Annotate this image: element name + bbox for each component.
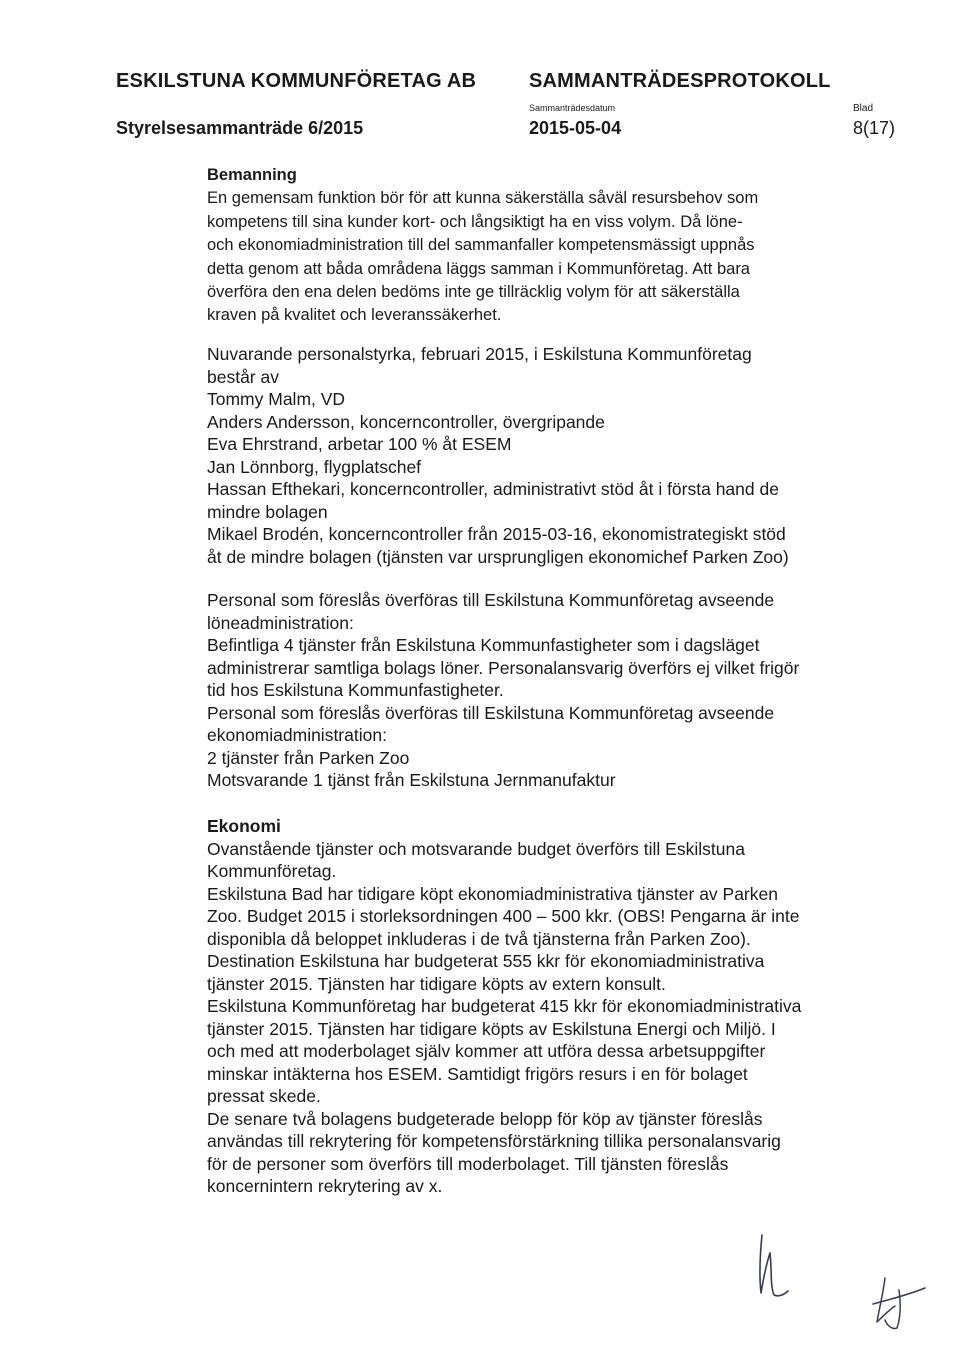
paragraph-line: Personal som föreslås överföras till Eskilstuna Kommunföretag avseende xyxy=(207,590,775,610)
paragraph-line: mindre bolagen xyxy=(207,501,328,522)
handwritten-initials-signature xyxy=(740,1225,800,1305)
document-type: SAMMANTRÄDESPROTOKOLL xyxy=(529,70,831,92)
section-bemanning xyxy=(207,164,907,328)
handwritten-initials-signature-2 xyxy=(865,1270,945,1340)
paragraph-line: koncernintern rekrytering av x. xyxy=(207,1176,443,1196)
paragraph-line: En gemensam funktion bör för att kunna säkerställa såväl resursbehov som xyxy=(207,189,759,208)
paragraph-line: detta genom att båda områdena läggs samman i Kommunföretag. Att bara xyxy=(207,259,750,278)
paragraph-line: Zoo. Budget 2015 i storleksordningen 400 – 500 kkr. (OBS! Pengarna är inte xyxy=(207,906,800,926)
section-staff xyxy=(207,343,907,568)
paragraph-line: Ovanstående tjänster och motsvarande budget överförs till Eskilstuna xyxy=(207,838,745,859)
staff-member: Tommy Malm, VD xyxy=(207,389,346,409)
paragraph-line: består av xyxy=(207,366,279,387)
paragraph-line: Befintliga 4 tjänster från Eskilstuna Kommunfastigheter som i dagsläget xyxy=(207,635,760,655)
company-name: ESKILSTUNA KOMMUNFÖRETAG AB xyxy=(116,70,477,92)
paragraph-line: och ekonomiadministration till del sammanfaller kompetensmässigt uppnås xyxy=(207,236,755,255)
paragraph-line: åt de mindre bolagen (tjänsten var ursprungligen ekonomichef Parken Zoo) xyxy=(207,546,789,567)
paragraph-line: disponibla då beloppet inkluderas i de två tjänsterna från Parken Zoo). xyxy=(207,928,751,949)
section-transfer xyxy=(207,589,907,792)
paragraph-line: Kommunföretag. xyxy=(207,861,337,881)
paragraph-line: minskar intäkterna hos ESEM. Samtidigt frigörs resurs i en för bolaget xyxy=(207,1063,748,1084)
paragraph-line: administrerar samtliga bolags löner. Personalansvarig överförs ej vilket frigör xyxy=(207,657,800,678)
paragraph-line: för de personer som överförs till moderbolaget. Till tjänsten föreslås xyxy=(207,1153,729,1174)
paragraph-line: De senare två bolagens budgeterade belopp för köp av tjänster föreslås xyxy=(207,1108,763,1129)
paragraph-line: 2 tjänster från Parken Zoo xyxy=(207,747,410,768)
meeting-date: 2015-05-04 xyxy=(529,118,622,138)
staff-member: Jan Lönnborg, flygplatschef xyxy=(207,456,422,477)
paragraph-line: och med att moderbolaget själv kommer att utföra dessa arbetsuppgifter xyxy=(207,1041,766,1061)
paragraph-line: kompetens till sina kunder kort- och långsiktigt ha en viss volym. Då löne- xyxy=(207,212,743,231)
staff-member: Anders Andersson, koncerncontroller, övergripande xyxy=(207,411,605,432)
meeting-title: Styrelsesammanträde 6/2015 xyxy=(116,118,364,138)
paragraph-line: Motsvarande 1 tjänst från Eskilstuna Jernmanufaktur xyxy=(207,770,616,790)
paragraph-line: överföra den ena delen bedöms inte ge tillräcklig volym för att säkerställa xyxy=(207,283,740,302)
paragraph-line: tjänster 2015. Tjänsten har tidigare köpts av Eskilstuna Energi och Miljö. I xyxy=(207,1018,776,1039)
paragraph-line: Eskilstuna Kommunföretag har budgeterat 415 kkr för ekonomiadministrativa xyxy=(207,996,802,1016)
sheet-label: Blad xyxy=(853,103,874,114)
meeting-date-label: Sammanträdesdatum xyxy=(529,103,616,113)
section-ekonomi xyxy=(207,815,907,1198)
paragraph-line: pressat skede. xyxy=(207,1086,321,1106)
paragraph-line: Eskilstuna Bad har tidigare köpt ekonomiadministrativa tjänster av Parken xyxy=(207,883,778,904)
paragraph-line: Personal som föreslås överföras till Eskilstuna Kommunföretag avseende xyxy=(207,702,775,723)
staff-member: Hassan Efthekari, koncerncontroller, administrativt stöd åt i första hand de xyxy=(207,479,779,499)
paragraph-line: tid hos Eskilstuna Kommunfastigheter. xyxy=(207,680,504,700)
paragraph-line: tjänster 2015. Tjänsten har tidigare köpts av extern konsult. xyxy=(207,973,666,994)
section-heading: Bemanning xyxy=(207,166,297,184)
paragraph-line: Destination Eskilstuna har budgeterat 555 kkr för ekonomiadministrativa xyxy=(207,951,765,971)
paragraph-line: kraven på kvalitet och leveranssäkerhet. xyxy=(207,306,502,325)
sheet-number: 8(17) xyxy=(853,118,896,138)
staff-member: Eva Ehrstrand, arbetar 100 % åt ESEM xyxy=(207,434,512,454)
section-heading: Ekonomi xyxy=(207,816,281,836)
paragraph-line: användas till rekrytering för kompetensförstärkning tillika personalansvarig xyxy=(207,1131,781,1151)
paragraph-line: ekonomiadministration: xyxy=(207,725,387,745)
paragraph-line: löneadministration: xyxy=(207,612,354,633)
staff-member: Mikael Brodén, koncerncontroller från 2015-03-16, ekonomistrategiskt stöd xyxy=(207,524,786,544)
paragraph-line: Nuvarande personalstyrka, februari 2015, i Eskilstuna Kommunföretag xyxy=(207,344,752,364)
